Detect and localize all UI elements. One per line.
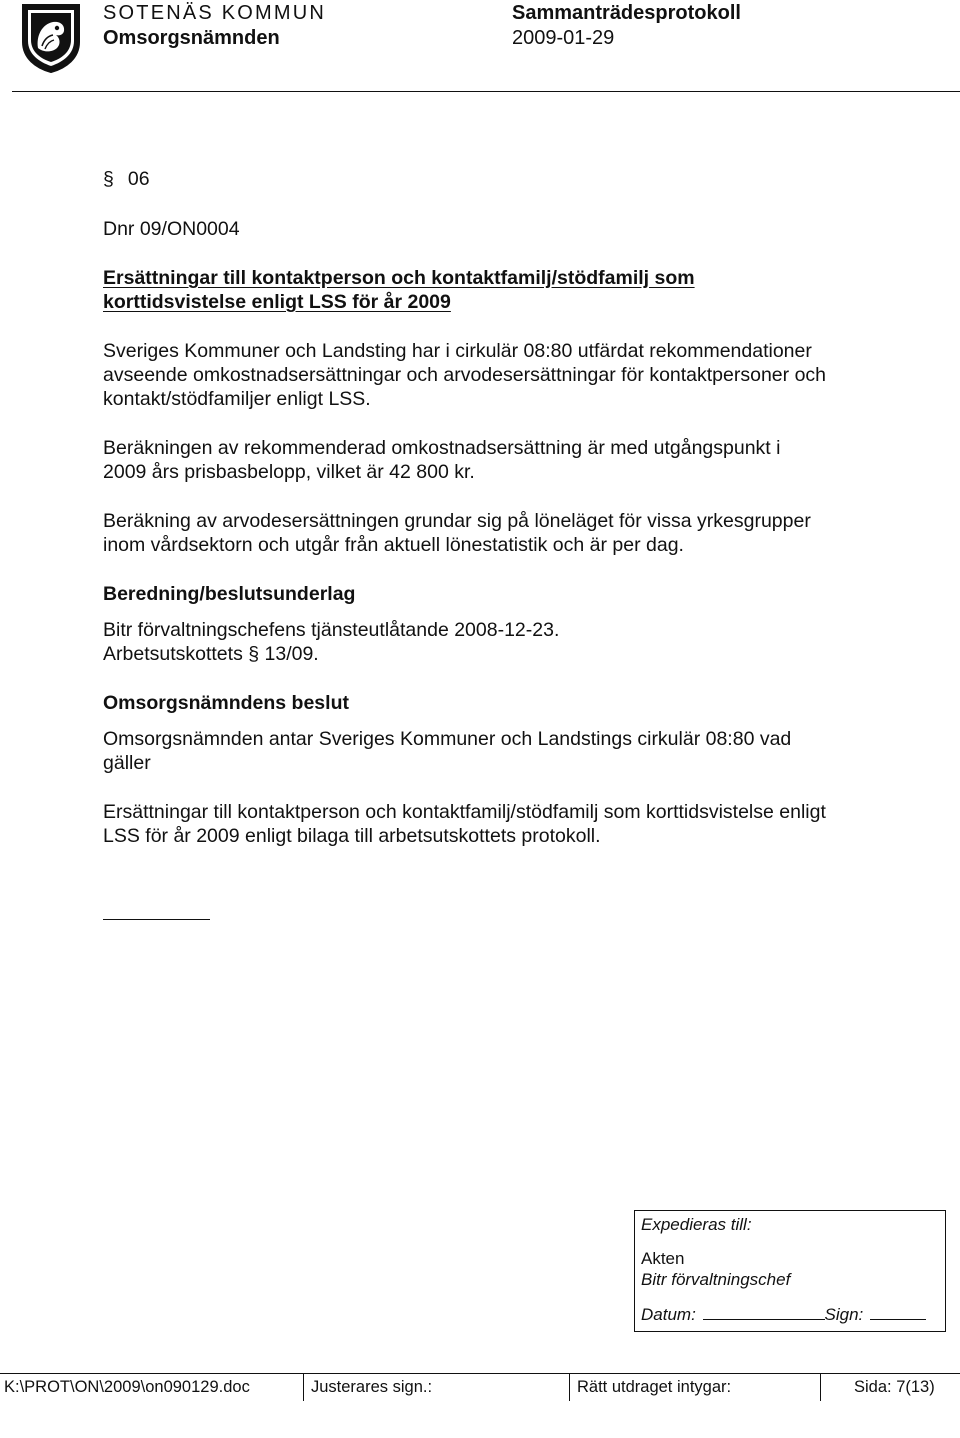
section-symbol: § bbox=[248, 643, 260, 665]
section-number bbox=[103, 168, 150, 191]
paragraph-line: avseende omkostnadsersättningar och arvodesersättningar för kontaktpersoner och bbox=[103, 364, 827, 386]
dispatch-recipient: Akten bbox=[641, 1249, 685, 1268]
preparation-line-text: Arbetsutskottets bbox=[103, 643, 249, 665]
decision-line: gäller bbox=[103, 752, 151, 774]
decision-line: LSS för år 2009 enligt bilaga till arbetsutskottets protokoll. bbox=[103, 825, 601, 847]
preparation-heading: Beredning/beslutsunderlag bbox=[103, 583, 356, 605]
preparation-line-text: 13/09. bbox=[259, 643, 319, 665]
decision-line: Omsorgsnämnden antar Sveriges Kommuner och Landstings cirkulär 08:80 vad bbox=[103, 728, 792, 750]
paragraph-line: 2009 års prisbasbelopp, vilket är 42 800 kr. bbox=[103, 461, 475, 483]
decision-line: Ersättningar till kontaktperson och kontaktfamilj/stödfamilj som korttidsvistelse enligt bbox=[103, 801, 826, 823]
section-title-line: Ersättningar till kontaktperson och kontaktfamilj/stödfamilj som bbox=[103, 267, 695, 289]
section-title-line: korttidsvistelse enligt LSS för år 2009 bbox=[103, 291, 451, 313]
dispatch-recipient: Bitr förvaltningschef bbox=[641, 1270, 791, 1289]
meeting-date: 2009-01-29 bbox=[512, 27, 615, 49]
file-path: K:\PROT\ON\2009\on090129.doc bbox=[4, 1378, 250, 1396]
municipal-coat-of-arms-icon bbox=[20, 2, 82, 74]
date-label: Datum: bbox=[641, 1305, 696, 1324]
preparation-basis bbox=[103, 618, 559, 666]
decision-paragraph bbox=[103, 727, 791, 775]
document-type: Sammanträdesprotokoll bbox=[512, 2, 741, 24]
paragraph-line: kontakt/stödfamiljer enligt LSS. bbox=[103, 388, 371, 410]
certified-label: Rätt utdraget intygar: bbox=[577, 1378, 732, 1396]
sign-label: Sign: bbox=[824, 1305, 864, 1324]
adjust-sign-label: Justerares sign.: bbox=[311, 1378, 433, 1396]
date-field[interactable] bbox=[703, 1305, 825, 1320]
dispatch-box bbox=[634, 1210, 946, 1332]
paragraph-line: Beräkning av arvodesersättningen grundar sig på löneläget för vissa yrkesgrupper bbox=[103, 510, 811, 532]
case-number: Dnr 09/ON0004 bbox=[103, 218, 240, 240]
paragraph-background bbox=[103, 339, 826, 411]
section-number-value: 06 bbox=[127, 168, 150, 190]
paragraph-line: Beräkningen av rekommenderad omkostnadsersättning är med utgångspunkt i bbox=[103, 437, 781, 459]
decision-heading: Omsorgsnämndens beslut bbox=[103, 692, 349, 714]
paragraph-line: Sveriges Kommuner och Landsting har i cirkulär 08:80 utfärdat rekommendationer bbox=[103, 340, 812, 362]
preparation-line bbox=[103, 642, 559, 666]
dispatch-heading: Expedieras till: bbox=[641, 1215, 752, 1234]
sign-field[interactable] bbox=[870, 1305, 926, 1320]
section-symbol: § bbox=[103, 168, 114, 190]
committee-name: Omsorgsnämnden bbox=[103, 27, 280, 49]
footer-divider bbox=[303, 1374, 304, 1401]
end-of-section-rule bbox=[103, 919, 210, 920]
footer-divider bbox=[820, 1374, 821, 1401]
preparation-line: Bitr förvaltningschefens tjänsteutlåtande 2008-12-23. bbox=[103, 619, 560, 641]
section-title bbox=[103, 266, 695, 314]
dispatch-sign-row bbox=[641, 1305, 926, 1325]
footer bbox=[0, 1373, 960, 1401]
paragraph-line: inom vårdsektorn och utgår från aktuell lönestatistik och är per dag. bbox=[103, 534, 684, 556]
decision-paragraph bbox=[103, 800, 826, 848]
organization-name: SOTENÄS KOMMUN bbox=[103, 2, 327, 24]
footer-divider bbox=[569, 1374, 570, 1401]
paragraph-calculation bbox=[103, 436, 780, 484]
paragraph-fee bbox=[103, 509, 811, 557]
header-divider bbox=[12, 91, 960, 92]
page-number: Sida: 7(13) bbox=[854, 1378, 935, 1396]
